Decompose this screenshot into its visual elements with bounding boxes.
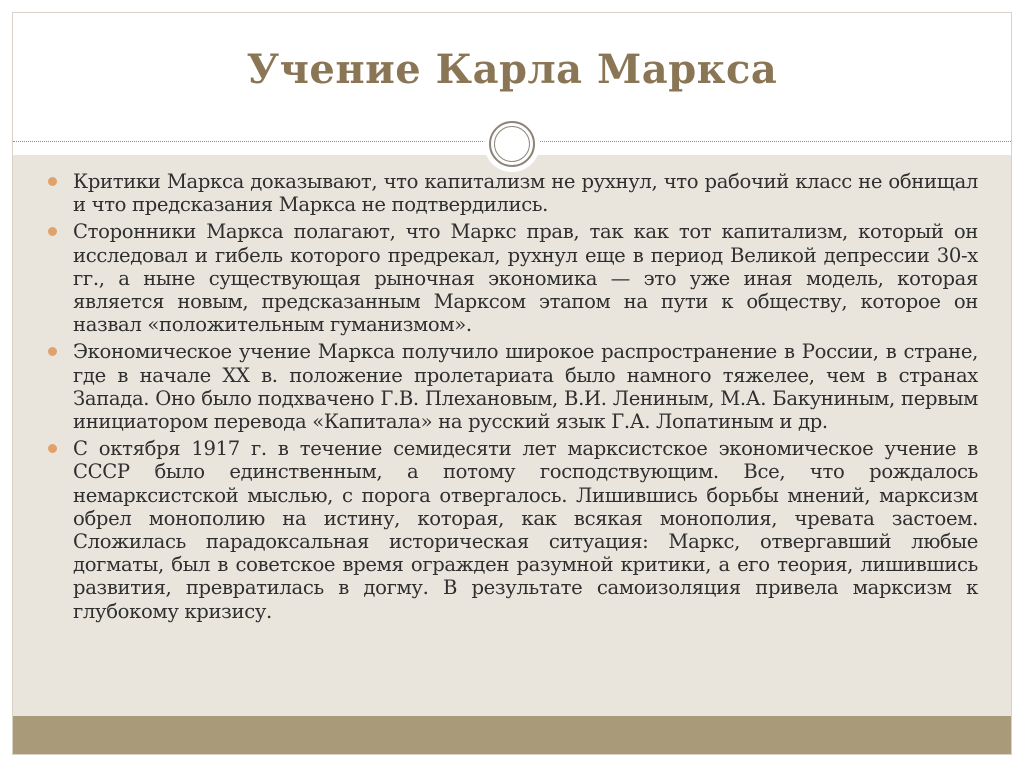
bullet-text: Сторонники Маркса полагают, что Маркс прав, так как тот капитализм, который он исследовал и гибель которого предрекал, рухнул еще в период Великой депрессии 30-х гг., а ныне существующая рыночная экономика — это уже иная модель, которая является новым, предсказанным Марксом этапом на пути к обществу, которое он назвал «положительным гуманизмом».	[73, 220, 978, 337]
bullet-icon	[48, 347, 57, 356]
bullet-item-critics	[48, 170, 978, 216]
bullet-item-supporters	[48, 220, 978, 336]
bullet-item-russia	[48, 340, 978, 433]
bullet-icon	[48, 227, 57, 236]
bullet-text: Экономическое учение Маркса получило широкое распространение в России, в стране, где в начале XX в. положение пролетариата было намного тяжелее, чем в странах Запада. Оно было подхвачено Г.В. Плехановым, В.И. Лениным, М.А. Бакуниным, первым инициатором перевода «Капитала» на русский язык Г.А. Лопатиным и др.	[73, 340, 978, 434]
footer-band	[13, 716, 1011, 754]
slide-title: Учение Карла Маркса	[246, 46, 778, 93]
bullet-icon	[48, 444, 57, 453]
bullet-list	[48, 170, 978, 627]
bullet-item-ussr	[48, 437, 978, 623]
bullet-text: Критики Маркса доказывают, что капитализм не рухнул, что рабочий класс не обнищал и что предсказания Маркса не подтвердились.	[73, 170, 978, 217]
bullet-icon	[48, 177, 57, 186]
bullet-text: С октября 1917 г. в течение семидесяти лет марксистское экономическое учение в СССР было единственным, а потому господствующим. Все, что рождалось немарксистской мыслью, с порога отвергалось. Лишившись борьбы мнений, марксизм обрел монополию на истину, которая, как всякая монополия, чревата застоем. Сложилась парадоксальная историческая ситуация: Маркс, отвергавший любые догматы, был в советское время огражден разумной критики, а его теория, лишившись развития, превратилась в догму. В результате самоизоляция привела марксизм к глубокому кризису.	[73, 437, 978, 623]
ornament-inner-ring-icon	[494, 126, 530, 162]
